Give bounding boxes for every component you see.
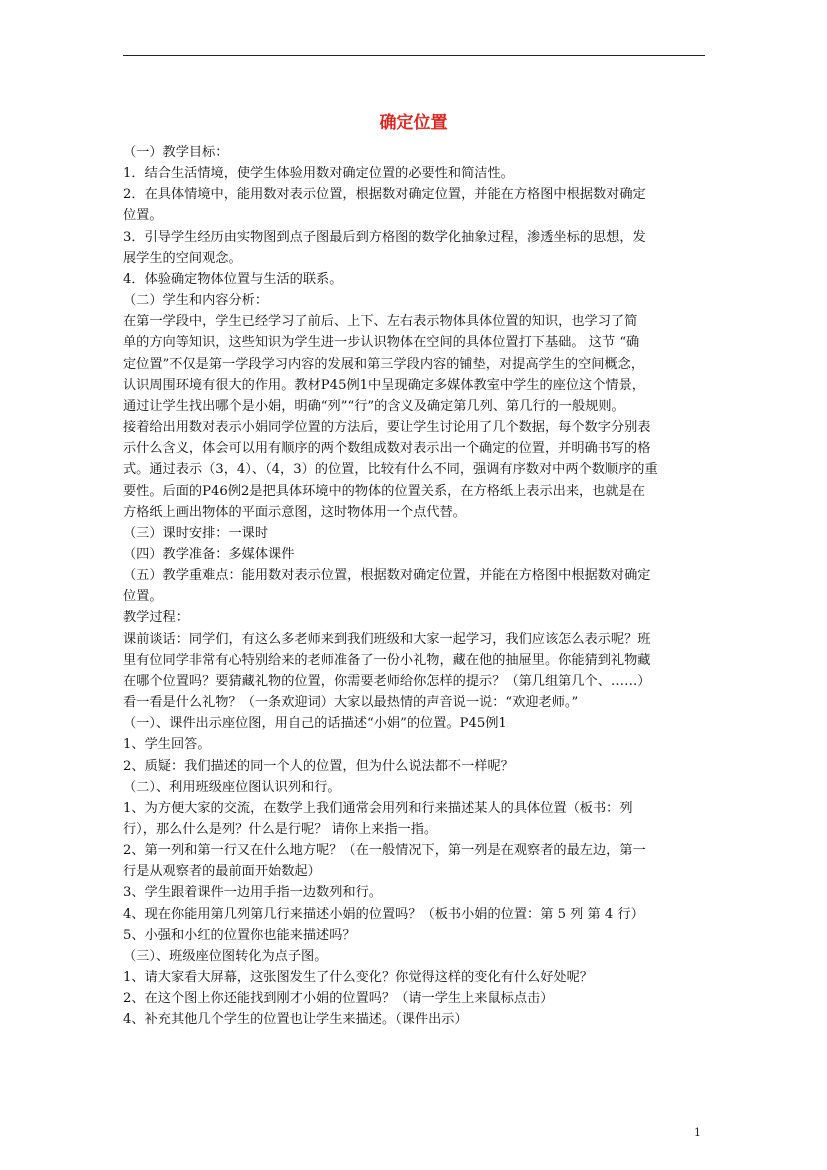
text-line: 1．结合生活情境，使学生体验用数对确定位置的必要性和简洁性。 [123, 166, 514, 182]
text-line: 3．引导学生经历由实物图到点子图最后到方格图的数学化抽象过程，渗透坐标的思想，发 [123, 229, 646, 245]
text-line: 要性。后面的P46例2是把具体环境中的物体的位置关系，在方格纸上表示出来，也就是在 [123, 483, 645, 499]
text-line: 1、学生回答。 [123, 737, 211, 753]
text-line: 3、学生跟着课件一边用手指一边数列和行。 [123, 885, 382, 901]
text-line: 认识周围环境有很大的作用。教材P45例1中呈现确定多媒体教室中学生的座位这个情景， [123, 377, 645, 393]
text-line: 接着给出用数对表示小娟同学位置的方法后，要让学生讨论用了几个数据，每个数字分别表 [123, 420, 651, 436]
text-line: 1、请大家看大屏幕，这张图发生了什么变化？你觉得这样的变化有什么好处呢？ [123, 970, 593, 986]
text-line: 4、现在你能用第几列第几行来描述小娟的位置吗？（板书小娟的位置：第 5 列 第 4 行） [123, 906, 644, 922]
text-line: 2、在这个图上你还能找到刚才小娟的位置吗？（请一学生上来鼠标点击） [123, 991, 554, 1007]
document-body [123, 142, 708, 1031]
text-line: 1、为方便大家的交流，在数学上我们通常会用列和行来描述某人的具体位置（板书：列 [123, 800, 633, 816]
text-line: 4、补充其他几个学生的位置也让学生来描述。（课件出示） [123, 1012, 468, 1028]
text-line: 4．体验确定物体位置与生活的联系。 [123, 271, 343, 287]
text-line: 在哪个位置吗？要猜藏礼物的位置，你需要老师给你怎样的提示？（第几组第几个、……） [123, 673, 651, 689]
page-number: 1 [694, 1126, 701, 1139]
text-line: 教学过程： [123, 610, 189, 626]
text-line: 课前谈话：同学们，有这么多老师来到我们班级和大家一起学习，我们应该怎么表示呢？班 [123, 631, 651, 647]
document-title: 确定位置 [379, 113, 448, 133]
header-rule [123, 55, 705, 56]
text-line: （五）教学重难点：能用数对表示位置，根据数对确定位置，并能在方格图中根据数对确定 [123, 568, 651, 584]
text-line: （三）课时安排：一课时 [123, 525, 269, 541]
text-line: 位置。 [123, 589, 163, 605]
text-line: 里有位同学非常有心特别给来的老师准备了一份小礼物，藏在他的抽屉里。你能猜到礼物藏 [123, 652, 651, 668]
text-line: 2．在具体情境中，能用数对表示位置，根据数对确定位置，并能在方格图中根据数对确定 [123, 187, 646, 203]
text-line: （一）、课件出示座位图，用自己的话描述“小娟”的位置。P45例1 [123, 716, 507, 732]
text-line: （二）、利用班级座位图认识列和行。 [123, 779, 341, 795]
text-line: （二）学生和内容分析： [123, 293, 269, 309]
text-line: 方格纸上画出物体的平面示意图，这时物体用一个点代替。 [123, 504, 466, 520]
text-line: 2、第一列和第一行又在什么地方呢？（在一般情况下，第一列是在观察者的最左边，第一 [123, 843, 646, 859]
text-line: 通过让学生找出哪个是小娟，明确“列”“行”的含义及确定第几列、第几行的一般规则。 [123, 398, 625, 414]
text-line: 位置。 [123, 208, 163, 224]
text-line: 看一看是什么礼物？（一条欢迎词）大家以最热情的声音说一说：“欢迎老师。” [123, 695, 579, 711]
text-line: （一）教学目标： [123, 145, 229, 160]
text-line: 行是从观察者的最前面开始数起） [123, 864, 321, 880]
text-line: 示什么含义，体会可以用有顺序的两个数组成数对表示出一个确定的位置，并明确书写的格 [123, 441, 651, 457]
text-line: （四）教学准备：多媒体课件 [123, 546, 295, 562]
text-line: 在第一学段中，学生已经学习了前后、上下、左右表示物体具体位置的知识，也学习了简 [123, 314, 638, 330]
text-line: 式。通过表示（3，4）、（4，3）的位置，比较有什么不同，强调有序数对中两个数顺序的重 [123, 462, 658, 478]
text-line: 2、质疑：我们描述的同一个人的位置，但为什么说法都不一样呢？ [123, 758, 514, 774]
text-line: （三）、班级座位图转化为点子图。 [123, 948, 328, 964]
text-line: 5、小强和小红的位置你也能来描述吗？ [123, 927, 356, 943]
text-line: 定位置”不仅是第一学段学习内容的发展和第三学段内容的铺垫，对提高学生的空间概念， [123, 356, 645, 372]
text-line: 展学生的空间观念。 [123, 250, 242, 266]
text-line: 单的方向等知识，这些知识为学生进一步认识物体在空间的具体位置打下基础。 这节 “确 [123, 335, 640, 351]
text-line: 行），那么什么是列？什么是行呢？ 请你上来指一指。 [123, 822, 438, 837]
